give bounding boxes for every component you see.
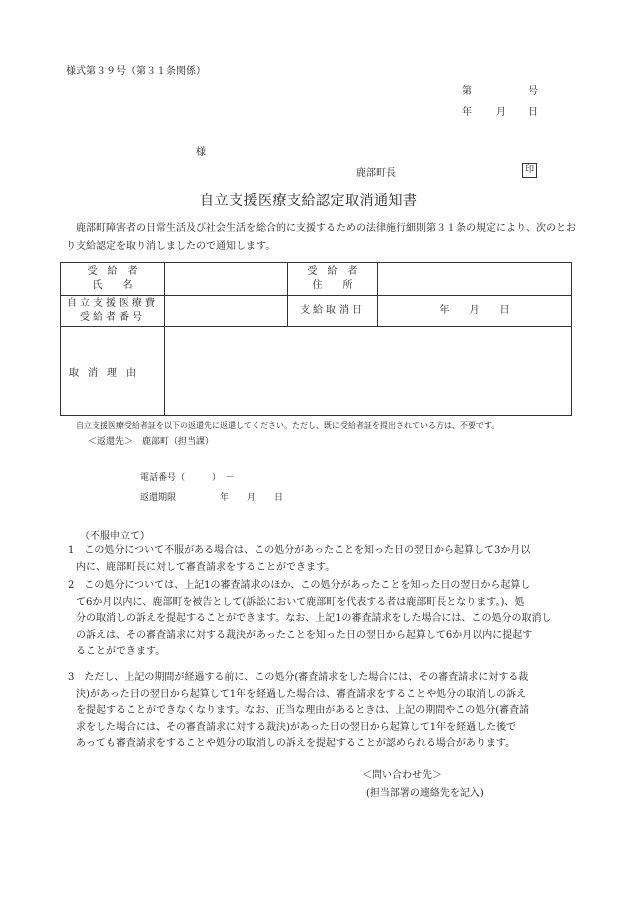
cancel-date-label: 支給取消日: [288, 296, 378, 327]
cancellation-form-table: [60, 262, 572, 416]
return-deadline-label: 返還期限: [140, 493, 177, 503]
return-phone: 電話番号（ ） －: [140, 473, 235, 483]
form-number: 様式第３９号（第３１条関係）: [66, 66, 206, 77]
recipient-address-label: 受 給 者 住 所: [288, 263, 378, 296]
return-destination: ＜返還先＞ 鹿部町（担当課）: [88, 437, 215, 447]
cert-number-field[interactable]: [165, 296, 288, 327]
date-month: 月: [496, 107, 506, 118]
recipient-name-label: 受 給 者 氏 名: [61, 263, 165, 296]
reason-label: 取消理由: [61, 327, 165, 416]
doc-number-suffix: 号: [528, 86, 538, 97]
contact-heading: ＜問い合わせ先＞: [362, 770, 442, 781]
return-notice-text: 自立支援医療受給者証を以下の返還先に返還してください。ただし、既に受給者証を提出されている方は、不要です。: [76, 421, 500, 430]
date-day: 日: [528, 107, 538, 118]
appeal-item-2: 2 この処分については、上記1の審査請求のほか、この処分があったことを知った日の翌日から起算し て6か月以内に、鹿部町を被告として(訴訟において鹿部町を代表する者は鹿部町長となります。)、処 分の取消しの訴えを提起することができます。なお、上記1の審査請求をした場合には、この処分の取消し の訴えは、その審査請求に対する裁決があったことを知った日の翌日から起算して6か月以内に提起す ることができます。: [68, 580, 552, 657]
addressee-suffix: 様: [196, 147, 206, 158]
contact-note: (担当部署の連絡先を記入): [366, 788, 484, 799]
doc-number-prefix: 第: [462, 86, 472, 97]
cancel-date-field[interactable]: 年 月 日: [378, 296, 572, 327]
recipient-name-field[interactable]: [165, 263, 288, 296]
intro-line-2: り支給認定を取り消しましたので通知します。: [66, 241, 276, 252]
return-deadline-value: 年 月 日: [220, 493, 284, 503]
reason-field[interactable]: [165, 327, 572, 416]
appeal-item-1: 1 この処分について不服がある場合は、この処分があったことを知った日の翌日から起算して3か月以 内に、鹿部町長に対して審査請求をすることができます。: [68, 545, 531, 573]
appeal-item-3: 3 ただし、上記の期間が経過する前に、この処分(審査請求をした場合には、その審査請求に対する裁 決)があった日の翌日から起算して1年を経過した場合は、審査請求をすることや処分の取消しの訴え を提起することができなくなります。なお、正当な理由があるときは、上記の期間やこの処分(審査請 求をした場合には、その審査請求に対する裁決)があった日の翌日から起算して1年を経過した後で あっても審査請求をすることや処分の取消しの訴えを提起することが認められる場合があります。: [68, 672, 530, 749]
document-title: 自立支援医療支給認定取消通知書: [200, 193, 418, 209]
cert-number-label: 自立支援医療費 受給者番号: [61, 296, 165, 327]
recipient-address-field[interactable]: [378, 263, 572, 296]
seal-mark: 印: [522, 163, 537, 178]
appeal-heading: （不服申立て）: [80, 531, 150, 542]
issuer-name: 鹿部町長: [356, 168, 396, 179]
date-year: 年: [462, 107, 472, 118]
intro-line-1: 鹿部町障害者の日常生活及び社会生活を総合的に支援するための法律施行細則第３１条の規定により、次のとお: [76, 223, 576, 234]
